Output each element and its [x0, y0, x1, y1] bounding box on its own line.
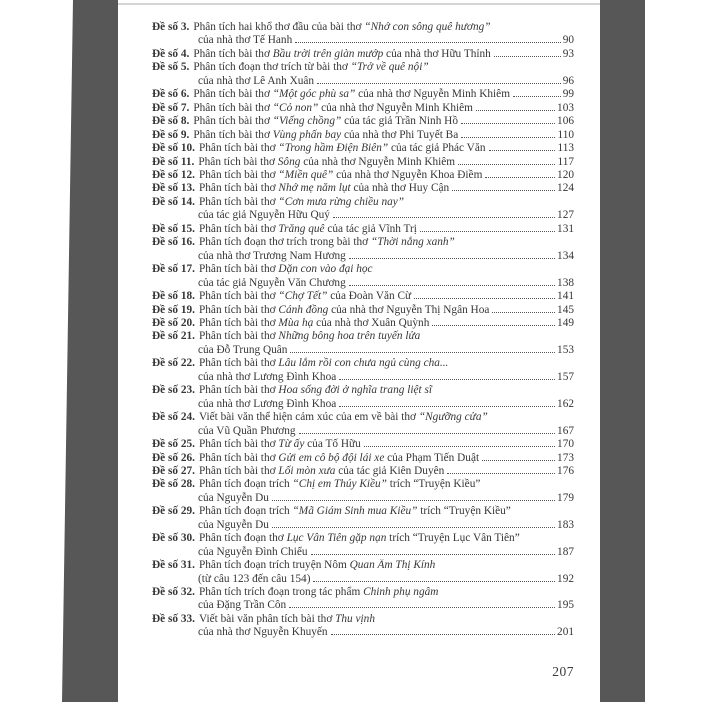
- toc-entry-continuation-line: [152, 573, 574, 586]
- toc-entry-line: [152, 384, 574, 397]
- entry-number-label: Đề số 32.: [152, 586, 195, 599]
- entry-page-number: 131: [557, 222, 574, 235]
- toc-entry-line: [152, 223, 574, 236]
- entry-number-label: Đề số 27.: [152, 464, 195, 477]
- toc-entry-line: [152, 129, 574, 142]
- entry-title-text: Phân tích trích đoạn trong tác phẩm Chinh phụ ngâm: [199, 586, 439, 599]
- dot-leader: [432, 325, 555, 326]
- entry-page-number: 192: [557, 572, 574, 585]
- dot-leader: [482, 460, 555, 461]
- dot-leader: [476, 110, 555, 111]
- toc-entry-line: [152, 182, 574, 195]
- entry-title-text: của nhà thơ Lê Anh Xuân: [198, 74, 315, 87]
- toc-entry-line: [152, 559, 574, 572]
- entry-title-text: Phân tích bài thơ Hoa sống đời ở nghĩa trang liệt sĩ: [199, 384, 432, 397]
- dot-leader: [289, 607, 555, 608]
- entry-title-text: Phân tích bài thơ Mùa hạ của nhà thơ Xuân Quỳnh: [199, 316, 430, 329]
- toc-entry-continuation-line: [152, 250, 574, 263]
- dot-leader: [339, 406, 555, 407]
- entry-page-number: 93: [562, 47, 574, 60]
- toc-entry-continuation-line: [152, 546, 574, 559]
- entry-title-text: của tác giả Nguyễn Hữu Quý: [198, 209, 330, 222]
- dot-leader: [333, 217, 555, 218]
- entry-title-text: Phân tích bài thơ Lâu lắm rồi con chưa ngủ cùng cha...: [199, 357, 449, 370]
- toc-entry-continuation-line: [152, 425, 574, 438]
- dot-leader: [295, 42, 560, 43]
- entry-title-text: Phân tích bài thơ “Cơn mưa rừng chiều nay”: [199, 195, 405, 208]
- toc-entry-line: [152, 452, 574, 465]
- toc-entry-continuation-line: [152, 492, 574, 505]
- entry-title-text: Phân tích bài thơ Từ ấy của Tố Hữu: [199, 438, 361, 451]
- entry-page-number: 179: [557, 491, 574, 504]
- entry-title-text: Phân tích bài thơ Những bông hoa trên tuyến lửa: [199, 330, 421, 343]
- dot-leader: [447, 473, 555, 474]
- toc-entry-line: [152, 317, 574, 330]
- entry-number-label: Đề số 24.: [152, 411, 195, 424]
- toc-entry-continuation-line: [152, 209, 574, 222]
- entry-page-number: 103: [557, 101, 574, 114]
- entry-number-label: Đề số 28.: [152, 478, 195, 491]
- dot-leader: [339, 379, 555, 380]
- entry-page-number: 141: [557, 290, 574, 303]
- entry-title-text: của nhà thơ Lương Đình Khoa: [198, 370, 337, 383]
- dot-leader: [317, 83, 561, 84]
- entry-page-number: 134: [557, 249, 574, 262]
- toc-entry-line: [152, 532, 574, 545]
- entry-number-label: Đề số 23.: [152, 384, 195, 397]
- toc-entry-line: [152, 290, 574, 303]
- dot-leader: [452, 190, 555, 191]
- entry-number-label: Đề số 33.: [152, 612, 195, 625]
- entry-page-number: 157: [557, 370, 574, 383]
- entry-number-label: Đề số 7.: [152, 101, 190, 114]
- entry-page-number: 117: [557, 155, 574, 168]
- entry-number-label: Đề số 29.: [152, 505, 195, 518]
- entry-title-text: Phân tích bài thơ “Viếng chồng” của tác giả Trần Ninh Hồ: [193, 115, 458, 128]
- entry-page-number: 153: [557, 343, 574, 356]
- entry-title-text: Phân tích bài thơ “Chợ Tết” của Đoàn Văn Cừ: [199, 290, 412, 303]
- entry-page-number: 90: [562, 34, 574, 47]
- entry-page-number: 173: [557, 451, 574, 464]
- entry-title-text: của Đỗ Trung Quân: [198, 343, 288, 356]
- dot-leader: [349, 285, 555, 286]
- dot-leader: [272, 527, 555, 528]
- dot-leader: [313, 581, 555, 582]
- entry-number-label: Đề số 19.: [152, 303, 195, 316]
- dot-leader: [489, 150, 556, 151]
- dot-leader: [311, 554, 556, 555]
- toc-entry-line: [152, 61, 574, 74]
- toc-entry-line: [152, 465, 574, 478]
- entry-title-text: Phân tích đoạn trích “Mã Giám Sinh mua Kiều” trích “Truyện Kiều”: [199, 505, 511, 518]
- page-number-footer: 207: [552, 664, 574, 679]
- entry-page-number: 124: [557, 182, 574, 195]
- entry-title-text: Phân tích đoạn trích “Chị em Thúy Kiều” trích “Truyện Kiều”: [199, 478, 481, 491]
- dot-leader: [461, 123, 555, 124]
- entry-page-number: 110: [557, 128, 574, 141]
- toc-entry-continuation-line: [152, 626, 574, 639]
- toc-entry-line: [152, 156, 574, 169]
- toc-entry-line: [152, 115, 574, 128]
- entry-page-number: 99: [562, 88, 574, 101]
- dot-leader: [290, 352, 555, 353]
- entry-page-number: 96: [562, 74, 574, 87]
- toc-entry-line: [152, 330, 574, 343]
- dot-leader: [513, 96, 561, 97]
- entry-page-number: 201: [557, 626, 574, 639]
- entry-number-label: Đề số 16.: [152, 236, 195, 249]
- entry-number-label: Đề số 18.: [152, 290, 195, 303]
- dot-leader: [414, 298, 555, 299]
- entry-number-label: Đề số 20.: [152, 316, 195, 329]
- entry-title-text: của nhà thơ Trương Nam Hương: [198, 249, 346, 262]
- entry-page-number: 127: [557, 209, 574, 222]
- entry-title-text: của Nguyễn Đình Chiểu: [198, 545, 308, 558]
- dot-leader: [331, 634, 555, 635]
- toc-entry-line: [152, 102, 574, 115]
- entry-number-label: Đề số 9.: [152, 128, 190, 141]
- toc-entry-line: [152, 169, 574, 182]
- entry-number-label: Đề số 3.: [152, 21, 190, 33]
- entry-title-text: Phân tích bài thơ Vùng phấn bay của nhà thơ Phi Tuyết Ba: [193, 128, 459, 141]
- toc-entry-continuation-line: [152, 344, 574, 357]
- entry-number-label: Đề số 25.: [152, 438, 195, 451]
- dot-leader: [485, 177, 555, 178]
- toc-entry-line: [152, 263, 574, 276]
- entry-page-number: 149: [557, 316, 574, 329]
- toc-entry-line: [152, 411, 574, 424]
- toc-entry-line: [152, 88, 574, 101]
- entry-page-number: 183: [557, 518, 574, 531]
- entry-title-text: của nhà thơ Lương Đình Khoa: [198, 397, 337, 410]
- toc-entry-line: [152, 142, 574, 155]
- entry-title-text: của Nguyễn Du: [198, 518, 269, 531]
- entry-title-text: của Vũ Quần Phương: [198, 424, 296, 437]
- entry-page-number: 106: [557, 115, 574, 128]
- entry-title-text: Phân tích bài thơ “Một góc phù sa” của nhà thơ Nguyễn Minh Khiêm: [193, 88, 510, 101]
- entry-title-text: của Nguyễn Du: [198, 491, 269, 504]
- entry-title-text: của Đặng Trần Côn: [198, 599, 287, 612]
- entry-title-text: Phân tích bài thơ “Miền quê” của nhà thơ Nguyễn Khoa Điềm: [199, 168, 483, 181]
- entry-title-text: Phân tích đoạn trích truyện Nôm Quan Âm Thị Kính: [199, 559, 436, 572]
- dot-leader: [458, 164, 555, 165]
- entry-title-text: Phân tích đoạn thơ trích trong bài thơ “Thời nắng xanh”: [199, 236, 455, 249]
- entry-title-text: của nhà thơ Tế Hanh: [198, 34, 293, 47]
- page-top-edge-line: [118, 3, 600, 5]
- dot-leader: [420, 231, 555, 232]
- entry-page-number: 187: [557, 545, 574, 558]
- entry-title-text: Phân tích bài thơ “Cỏ non” của nhà thơ Nguyễn Minh Khiêm: [193, 101, 473, 114]
- dot-leader: [461, 137, 555, 138]
- entry-title-text: Phân tích hai khổ thơ đầu của bài thơ “Nhớ con sông quê hương”: [193, 21, 491, 33]
- toc-entry-line: [152, 586, 574, 599]
- dot-leader: [272, 500, 555, 501]
- toc-entry-line: [152, 21, 574, 34]
- table-of-contents: [152, 21, 574, 640]
- book-cover-edge-right: [600, 0, 645, 702]
- entry-title-text: Phân tích đoạn thơ trích từ bài thơ “Trở về quê nội”: [193, 61, 429, 74]
- toc-entry-line: [152, 236, 574, 249]
- entry-title-text: Phân tích bài thơ Lối mòn xưa của tác giả Kiên Duyên: [199, 464, 445, 477]
- entry-number-label: Đề số 22.: [152, 357, 195, 370]
- entry-number-label: Đề số 12.: [152, 168, 195, 181]
- entry-number-label: Đề số 13.: [152, 182, 195, 195]
- entry-number-label: Đề số 15.: [152, 222, 195, 235]
- entry-page-number: 162: [557, 397, 574, 410]
- entry-number-label: Đề số 30.: [152, 532, 195, 545]
- entry-title-text: Phân tích bài thơ “Trong hầm Điện Biên” của tác giả Phác Văn: [199, 142, 486, 155]
- toc-entry-line: [152, 357, 574, 370]
- toc-entry-continuation-line: [152, 519, 574, 532]
- toc-entry-line: [152, 613, 574, 626]
- dot-leader: [364, 446, 555, 447]
- entry-title-text: Phân tích bài thơ Dặn con vào đại học: [199, 263, 373, 276]
- dot-leader: [349, 258, 555, 259]
- entry-page-number: 176: [557, 464, 574, 477]
- entry-title-text: của tác giả Nguyễn Văn Chương: [198, 276, 346, 289]
- toc-entry-continuation-line: [152, 599, 574, 612]
- entry-title-text: Phân tích bài thơ Nhớ mẹ năm lụt của nhà thơ Huy Cận: [199, 182, 450, 195]
- entry-number-label: Đề số 14.: [152, 195, 195, 208]
- entry-number-label: Đề số 31.: [152, 559, 195, 572]
- entry-title-text: Phân tích bài thơ Sông của nhà thơ Nguyễn Minh Khiêm: [198, 155, 456, 168]
- entry-page-number: 167: [557, 424, 574, 437]
- entry-page-number: 170: [557, 438, 574, 451]
- entry-page-number: 120: [557, 168, 574, 181]
- toc-entry-continuation-line: [152, 277, 574, 290]
- entry-title-text: Viết bài văn phân tích bài thơ Thu vịnh: [199, 612, 375, 625]
- entry-number-label: Đề số 6.: [152, 88, 190, 101]
- toc-entry-continuation-line: [152, 398, 574, 411]
- entry-number-label: Đề số 17.: [152, 263, 195, 276]
- entry-page-number: 145: [557, 303, 574, 316]
- entry-title-text: Phân tích bài thơ Gửi em cô bộ đội lái xe của Phạm Tiến Duật: [199, 451, 480, 464]
- toc-entry-line: [152, 304, 574, 317]
- entry-number-label: Đề số 11.: [152, 155, 195, 168]
- toc-entry-continuation-line: [152, 75, 574, 88]
- toc-entry-line: [152, 438, 574, 451]
- entry-title-text: của nhà thơ Nguyễn Khuyến: [198, 626, 328, 639]
- entry-title-text: (từ câu 123 đến câu 154): [198, 572, 311, 585]
- entry-number-label: Đề số 26.: [152, 451, 195, 464]
- book-cover-edge-left: [62, 0, 118, 702]
- entry-title-text: Phân tích bài thơ Trăng quê của tác giả Vĩnh Trị: [199, 222, 417, 235]
- toc-entry-line: [152, 48, 574, 61]
- entry-number-label: Đề số 21.: [152, 330, 195, 343]
- entry-number-label: Đề số 8.: [152, 115, 190, 128]
- dot-leader: [492, 312, 555, 313]
- entry-title-text: Phân tích bài thơ Cánh đồng của nhà thơ Nguyễn Thị Ngân Hoa: [199, 303, 490, 316]
- toc-entry-line: [152, 505, 574, 518]
- entry-page-number: 113: [557, 142, 574, 155]
- entry-title-text: Phân tích đoạn thơ Lục Vân Tiên gặp nạn trích “Truyện Lục Vân Tiên”: [199, 532, 520, 545]
- entry-title-text: Phân tích bài thơ Bầu trời trên giàn mướp của nhà thơ Hữu Thỉnh: [193, 47, 491, 60]
- toc-entry-line: [152, 478, 574, 491]
- entry-page-number: 138: [557, 276, 574, 289]
- entry-page-number: 195: [557, 599, 574, 612]
- dot-leader: [494, 56, 561, 57]
- entry-number-label: Đề số 10.: [152, 142, 195, 155]
- entry-number-label: Đề số 4.: [152, 47, 190, 60]
- entry-number-label: Đề số 5.: [152, 61, 190, 74]
- toc-entry-continuation-line: [152, 34, 574, 47]
- entry-title-text: Viết bài văn thể hiện cảm xúc của em về bài thơ “Ngưỡng cửa”: [199, 411, 488, 424]
- dot-leader: [299, 433, 556, 434]
- toc-entry-line: [152, 196, 574, 209]
- toc-entry-continuation-line: [152, 371, 574, 384]
